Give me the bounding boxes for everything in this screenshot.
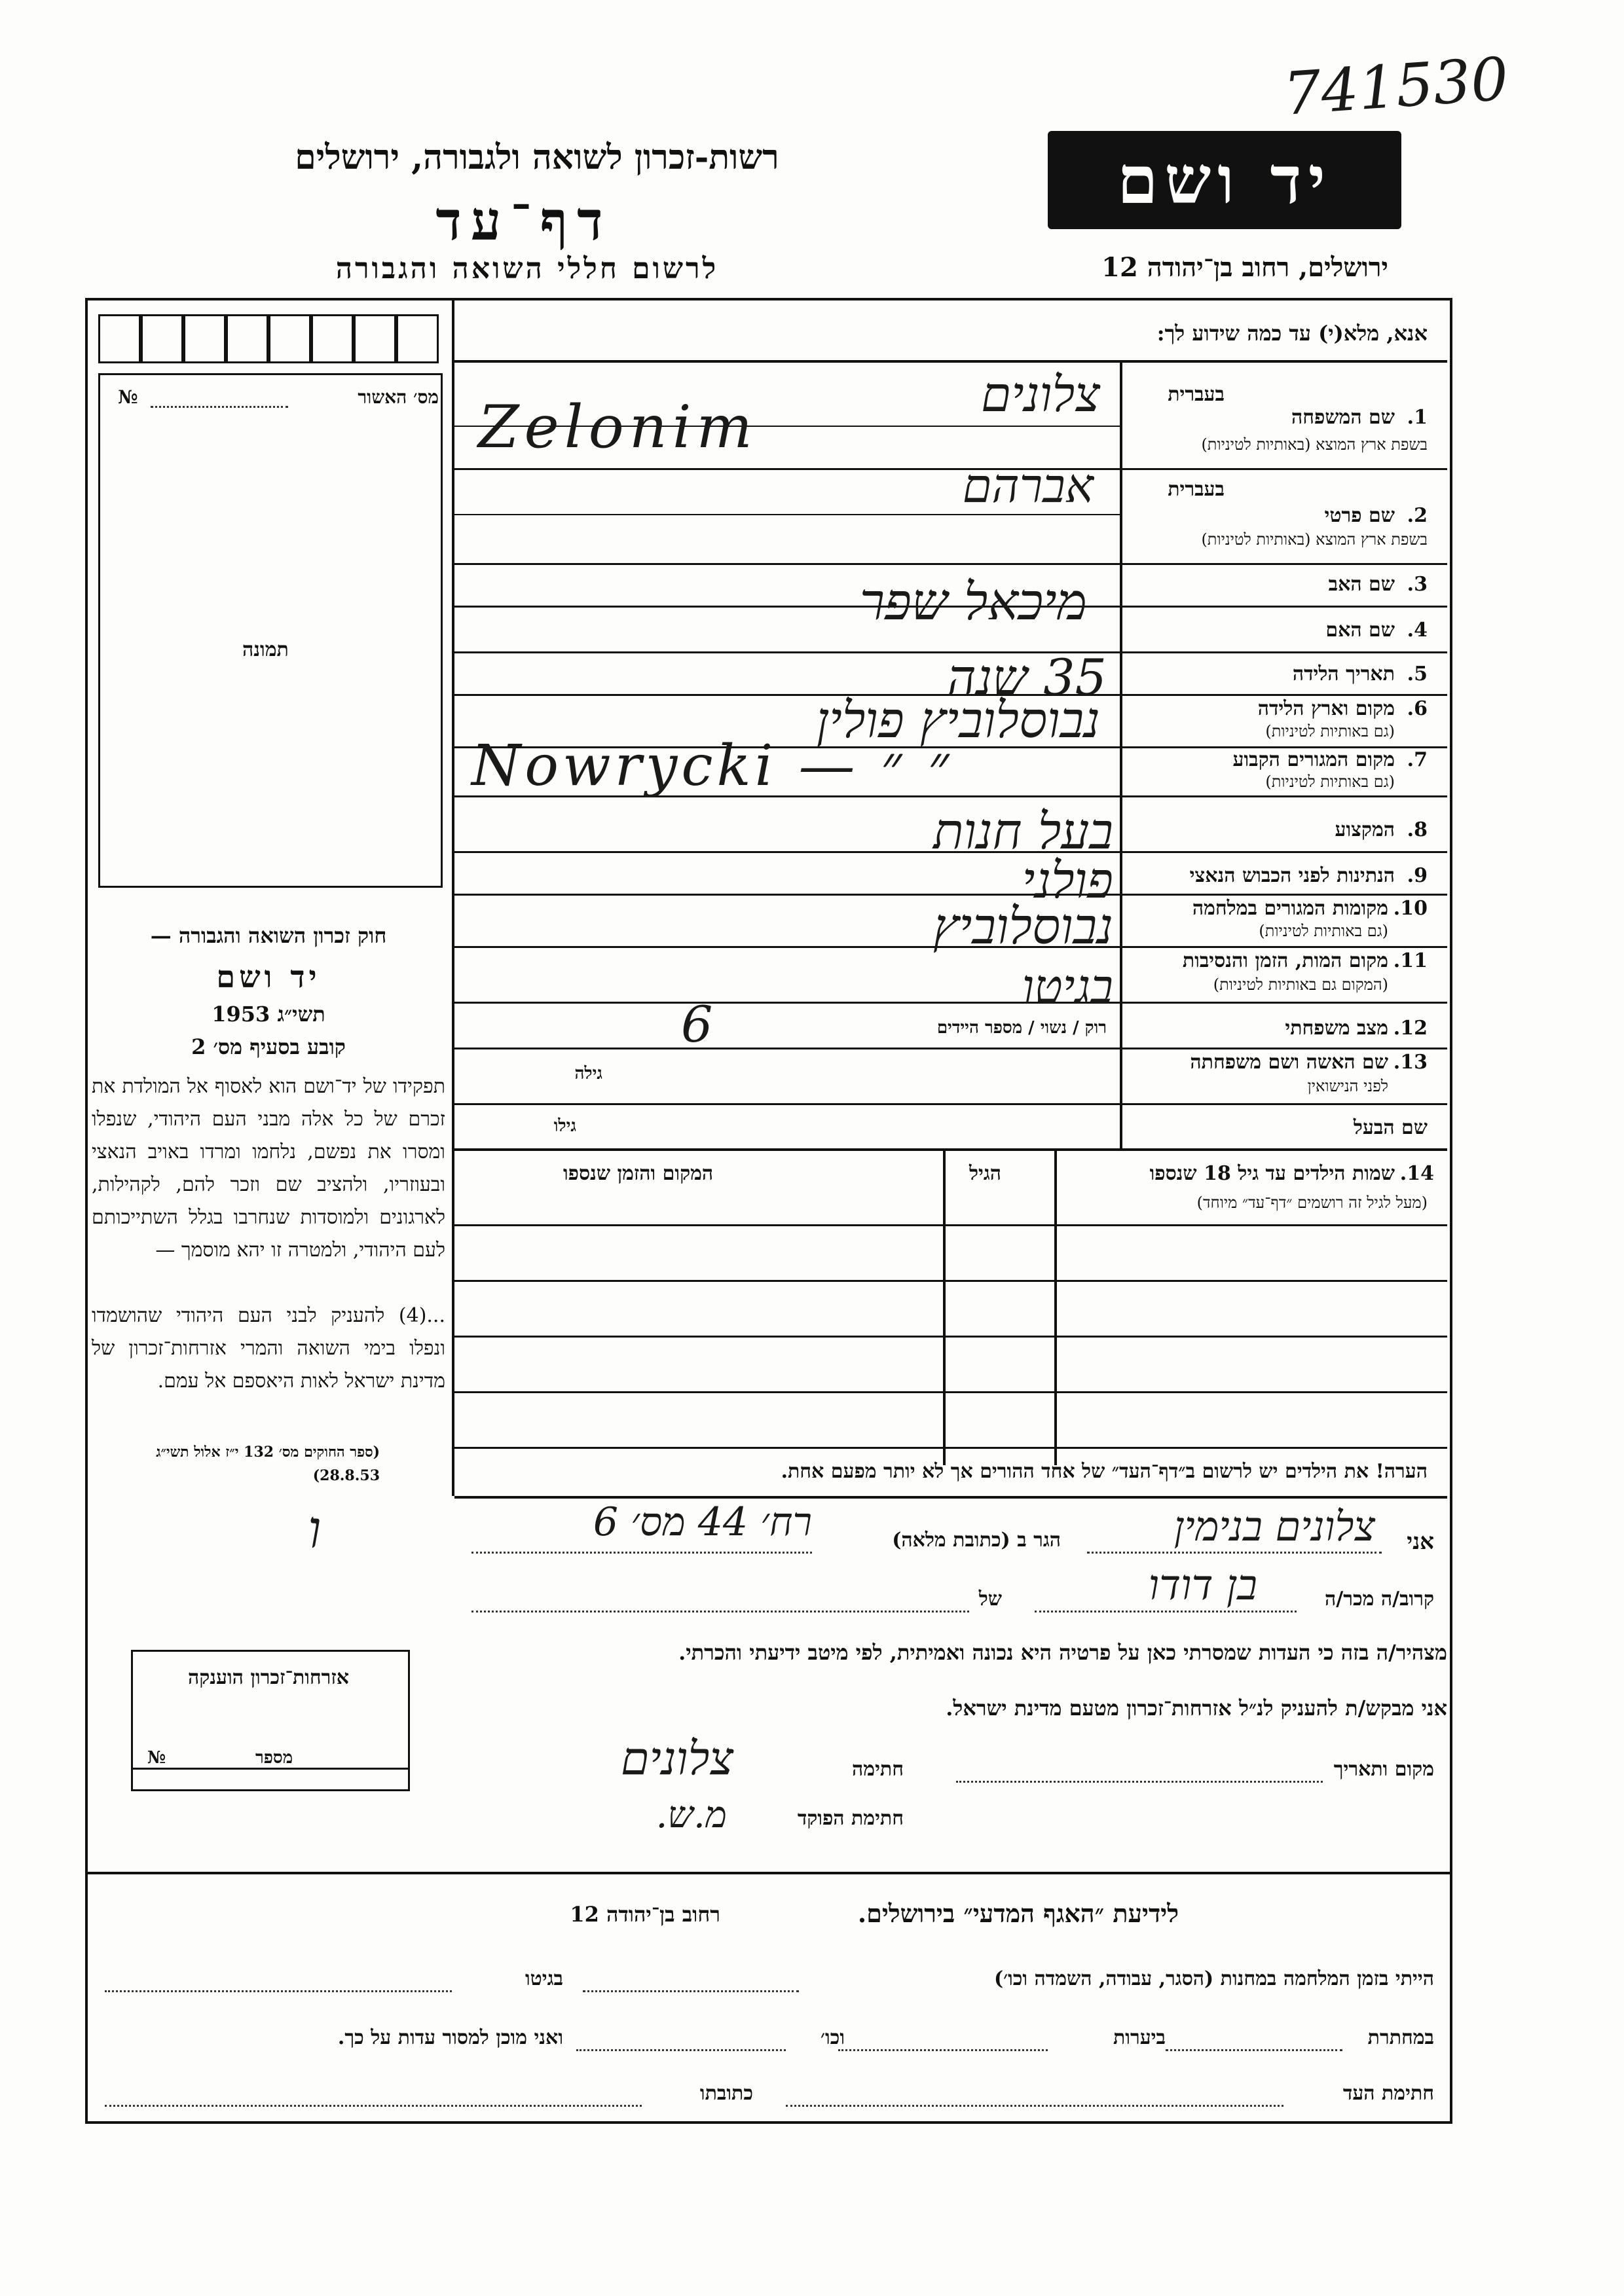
bottom-line3-dots-b — [105, 2105, 642, 2107]
photo-box — [98, 373, 443, 888]
field-5-value: 35 שנה — [947, 648, 1107, 706]
bottom-line3-dots-a — [786, 2105, 1283, 2107]
address: ירושלים, רחוב בן־יהודה 12 — [1101, 252, 1388, 283]
declarant-of-line — [471, 1611, 969, 1613]
children-num: 14. — [1399, 1162, 1434, 1185]
place-date-label: מקום ותאריך — [1333, 1758, 1434, 1781]
law-text-2: ...(4) להעניק לבני העם היהודי שהושמדו ונפלו בימי השואה והמרי אזרחות־זכרון של מדינת ישראל לאות היאספם אל עמם. — [92, 1304, 445, 1393]
children-title: שמות הילדים עד גיל 18 שנספו — [1149, 1162, 1395, 1185]
bottom-line1-dots-b — [105, 1990, 452, 1992]
field-7-value: Nowrycki — ״ ״ — [471, 733, 953, 799]
field-4-num: 4. — [1407, 619, 1428, 642]
law-text: תפקידו של יד־ושם הוא לאסוף אל המולדת את זכרם של כל אלה מבני העם היהודי, שנפלו ומסרו את נפשם, נלחמו ומרדו באויב הנאצי ובעוזריו, ולהציב שם וזכר להם, לקהילות, לארגונים ולמוסדות שנחרבו בגלל השתייכותם לעם היהודי, ולמטרה זו יהא מוסמך — — [92, 1075, 445, 1262]
children-col-divider-1 — [1054, 1151, 1057, 1465]
bottom-line2-d: ואני מוכן למסור עדות על כך. — [337, 2026, 563, 2049]
children-row-line-4 — [454, 1391, 1447, 1393]
field-2-label: שם פרטי — [1324, 504, 1395, 527]
bottom-line1-b: בגיטו — [525, 1967, 563, 1990]
field-6-label: מקום וארץ הלידה — [1257, 697, 1395, 720]
declarant-relation-line — [1035, 1611, 1297, 1613]
row-line-12 — [454, 1048, 1447, 1049]
declarant-margin-mark: ו — [308, 1499, 322, 1560]
bottom-line3-b: כתובתו — [699, 2082, 753, 2105]
place-date-line — [956, 1781, 1323, 1783]
left-column-divider — [452, 298, 454, 1496]
field-3-label: שם האב — [1328, 573, 1395, 596]
intro-line: אנא, מלא(י) עד כמה שידוע לך: — [1156, 321, 1428, 346]
signature-label: חתימה — [852, 1758, 904, 1781]
row2-sub-line — [454, 514, 1120, 515]
field-13-detail: גילה — [574, 1064, 602, 1084]
law-title: חוק זכרון השואה והגבורה — — [150, 923, 387, 948]
approval-number-line — [151, 406, 288, 408]
label-column-divider — [1120, 363, 1122, 1148]
approval-number-label: מס׳ האשור — [358, 386, 439, 408]
field-10-num: 10. — [1393, 897, 1428, 920]
field-11-sub: (המקום גם באותיות לטיניות) — [1213, 975, 1388, 994]
field-7-num: 7. — [1407, 748, 1428, 771]
declarant-residing-value: רח׳ 44 מס׳ 6 — [593, 1499, 812, 1545]
declarant-residing-line — [471, 1552, 812, 1554]
field-1-value-hebrew: צלונים — [981, 367, 1100, 423]
field-11-value: בגיטו — [1022, 959, 1113, 1014]
photo-label: תמונה — [242, 638, 289, 661]
form-title: דף־עד — [435, 190, 612, 253]
field-11-label: מקום המות, הזמן והנסיבות — [1182, 949, 1388, 972]
field-10-value: נבוסלוביץ — [932, 897, 1113, 955]
field-5-num: 5. — [1407, 663, 1428, 685]
certificate-number-suffix: № — [147, 1748, 166, 1768]
children-row-line-1 — [454, 1224, 1447, 1226]
field-12-num: 12. — [1393, 1017, 1428, 1040]
bottom-line2-b: ביערות — [1113, 2026, 1166, 2049]
row-line-2 — [454, 563, 1447, 565]
form-subtitle: לרשום חללי השואה והגבורה — [335, 252, 719, 285]
archive-number: 741530 — [1281, 45, 1511, 129]
field-1-sub: בשפת ארץ המוצא (באותיות לטיניות) — [1201, 435, 1428, 454]
field-10-label: מקומות המגורים במלחמה — [1192, 897, 1388, 920]
declarant-relation-value: בן דודו — [1148, 1561, 1257, 1610]
certificate-number-divider — [133, 1768, 408, 1770]
children-row-line-5 — [454, 1447, 1447, 1449]
field-2-value-hebrew: אברהם — [962, 458, 1094, 513]
field-2-sub: בשפת ארץ המוצא (באותיות לטיניות) — [1201, 530, 1428, 549]
bottom-line3-a: חתימת העד — [1342, 2082, 1434, 2105]
field-husband-label: שם הבעל — [1353, 1116, 1428, 1139]
children-col-age: הגיל — [969, 1162, 1002, 1185]
field-8-value: בעל חנות — [933, 802, 1113, 860]
bottom-line2-dots-c — [576, 2049, 786, 2051]
declarant-relation-label: קרוב/ה מכר/ה — [1325, 1588, 1434, 1611]
declaration-text: מצהיר/ה בזה כי העדות שמסרתי כאן על פרטיה היא נכונה ואמיתית, לפי מיטב ידיעתי והכרתי. — [678, 1640, 1447, 1665]
declarant-of-label: של — [978, 1588, 1002, 1611]
bottom-line2-dots-a — [1166, 2049, 1342, 2051]
certificate-title: אזרחות־זכרון הוענקה — [187, 1666, 350, 1689]
approval-number-suffix: № — [118, 386, 138, 408]
field-12-value: 6 — [681, 995, 713, 1053]
note: הערה! את הילדים יש לרשום ב״דף־העד״ של אחד ההורים אך לא יותר מפעם אחת. — [781, 1460, 1428, 1483]
field-husband-detail: גילו — [553, 1116, 576, 1136]
bottom-address: רחוב בן־יהודה 12 — [570, 1902, 720, 1927]
tiles-row — [98, 314, 439, 363]
field-3-num: 3. — [1407, 573, 1428, 596]
field-4-label: שם האם — [1325, 619, 1395, 642]
field-13-sub: לפני הנישואין — [1307, 1077, 1388, 1095]
certificate-number-label: מספר — [255, 1748, 293, 1768]
declarant-i-value: צלונים בנימין — [1173, 1503, 1375, 1550]
children-row-line-2 — [454, 1280, 1447, 1282]
signature-value: צלונים — [620, 1732, 733, 1785]
field-7-sub: (גם באותיות לטיניות) — [1265, 773, 1395, 791]
children-col-divider-2 — [943, 1151, 946, 1465]
field-1-tag: בעברית — [1168, 383, 1225, 406]
children-col-place: המקום והזמן שנספו — [563, 1162, 714, 1185]
field-9-value: פולני — [1022, 851, 1113, 909]
note-line — [454, 1496, 1447, 1499]
field-8-num: 8. — [1407, 818, 1428, 841]
field-12-label: מצב משפחתי — [1285, 1017, 1388, 1040]
children-subtitle: (מעל לגיל זה רושמים ״דף־עד״ מיוחד) — [1196, 1194, 1428, 1212]
field-7-label: מקום המגורים הקבוע — [1232, 748, 1395, 771]
law-source: (ספר החוקים מס׳ 132 י״ז אלול תשי״ג 28.8.53) — [156, 1444, 380, 1484]
bottom-line1-dots-a — [583, 1990, 799, 1992]
field-10-sub: (גם באותיות לטיניות) — [1259, 922, 1388, 940]
field-2-num: 2. — [1407, 504, 1428, 527]
field-6-value: נבוסלוביץ פולין — [816, 691, 1100, 749]
logo-text: יד ושם — [1117, 141, 1332, 219]
declarant-i-line — [1087, 1552, 1382, 1554]
field-9-label: הנתינות לפני הכבוש הנאצי — [1189, 864, 1395, 887]
field-1-num: 1. — [1407, 406, 1428, 429]
law-clause: קובע בסעיף מס׳ 2 — [191, 1034, 346, 1059]
bottom-line2-a: במחתרת — [1367, 2026, 1434, 2049]
request-text: אני מבקש/ת להעניק לנ״ל אזרחות־זכרון מטעם מדינת ישראל. — [946, 1696, 1447, 1721]
yad-vashem-logo — [1048, 131, 1401, 229]
field-6-sub: (גם באותיות לטיניות) — [1265, 722, 1395, 740]
field-12-detail: רוק / נשוי / מספר היידים — [936, 1018, 1107, 1038]
bottom-line2-dots-b — [838, 2049, 1048, 2051]
field-11-num: 11. — [1393, 949, 1428, 972]
bottom-line2-c: וכו׳ — [821, 2026, 845, 2049]
declarant-residing-label: הגר ב (כתובת מלאה) — [892, 1529, 1061, 1552]
children-row-line-3 — [454, 1336, 1447, 1338]
field-2-tag: בעברית — [1168, 478, 1225, 501]
field-6-num: 6. — [1407, 697, 1428, 720]
field-5-label: תאריך הלידה — [1292, 663, 1395, 685]
field-8-label: המקצוע — [1335, 818, 1395, 841]
authority-line: רשות-זכרון לשואה ולגבורה, ירושלים — [295, 137, 779, 177]
field-9-num: 9. — [1407, 864, 1428, 887]
field-3-value: מיכאל שפר — [859, 573, 1087, 632]
row-line-13 — [454, 1103, 1447, 1105]
field-1-value-latin: Zelonim — [478, 393, 758, 462]
officer-value: מ.ש. — [655, 1794, 727, 1836]
law-name: יד ושם — [216, 959, 321, 994]
field-13-label: שם האשה ושם משפחתה — [1190, 1051, 1388, 1074]
field-13-num: 13. — [1393, 1051, 1428, 1074]
officer-label: חתימת הפוקד — [797, 1807, 904, 1830]
law-year: תשי״ג 1953 — [212, 1002, 325, 1027]
bottom-title: לידיעת ״האגף המדעי״ בירושלים. — [857, 1899, 1179, 1928]
row-line-14 — [454, 1148, 1447, 1151]
bottom-line1-a: הייתי בזמן המלחמה במחנות (הסגר, עבודה, השמדה וכו׳) — [993, 1967, 1434, 1990]
declarant-i-label: אני — [1407, 1529, 1434, 1555]
intro-underline — [454, 360, 1447, 363]
field-1-label: שם המשפחה — [1291, 406, 1395, 429]
